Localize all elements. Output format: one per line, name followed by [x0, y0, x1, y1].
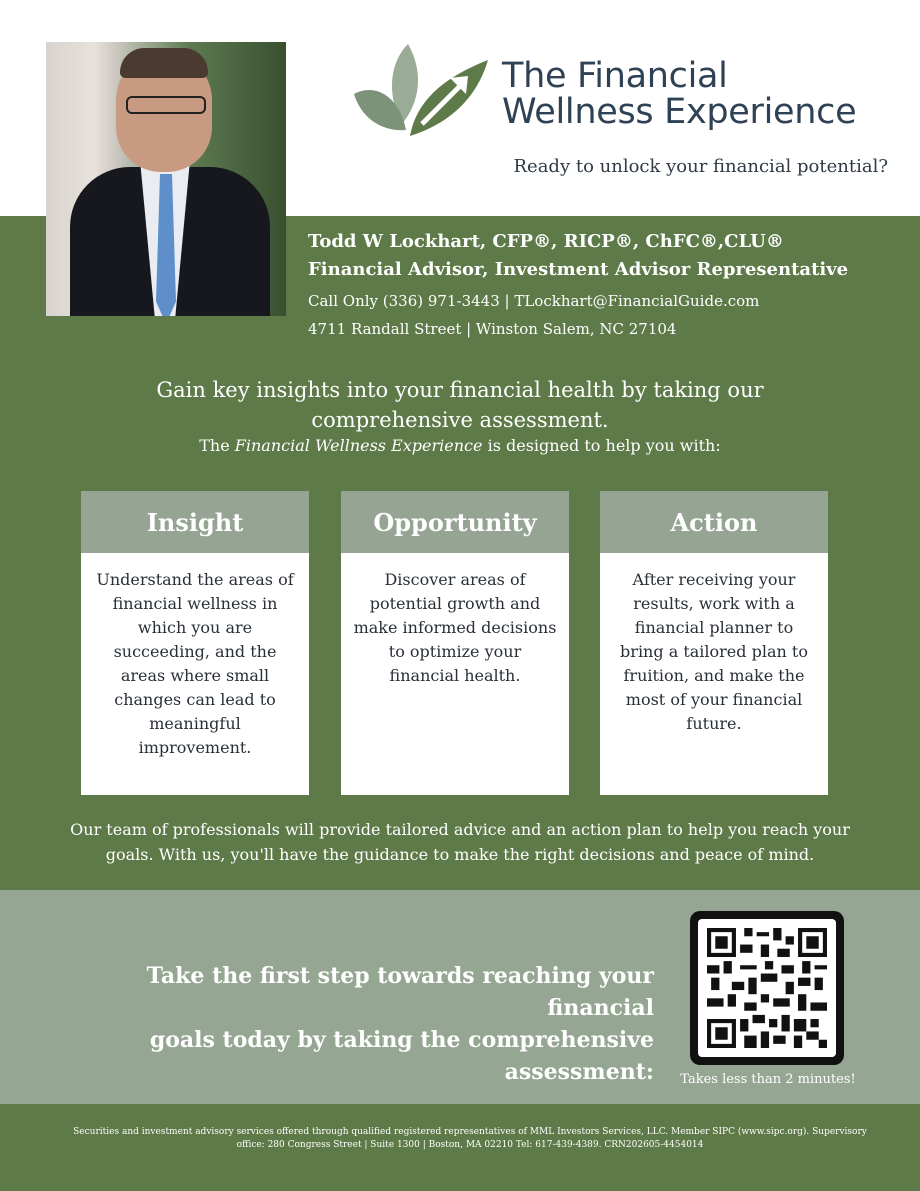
intro [0, 375, 920, 457]
card-body: Understand the areas of financial wellness in which you are succeeding, and the areas where small changes can lead to meaningful improvement. [96, 570, 294, 757]
advisor-address: 4711 Randall Street | Winston Salem, NC 27104 [308, 320, 677, 338]
advisor-info [308, 228, 848, 342]
brand-logo [350, 32, 890, 152]
card-body: After receiving your results, work with a financial planner to bring a tailored plan to fruition, and make the most of your financial future. [620, 570, 808, 733]
card-opportunity [341, 491, 569, 795]
cta-text: Take the first step towards reaching your financial goals today by taking the comprehensive assessment: [146, 963, 654, 1085]
qr-code[interactable] [690, 911, 844, 1065]
team-text: Our team of professionals will provide tailored advice and an action plan to help you reach your goals. With us, you'll have the guidance to make the right decisions and peace of mind. [70, 820, 850, 864]
intro-lead: Gain key insights into your financial health by taking our comprehensive assessment. [156, 378, 764, 432]
brand-title: The Financial Wellness Experience [502, 56, 857, 132]
card-action [600, 491, 828, 795]
intro-sub: The Financial Wellness Experience is designed to help you with: [199, 436, 721, 455]
card-title: Action [600, 491, 828, 553]
card-title: Opportunity [341, 491, 569, 553]
tagline: Ready to unlock your financial potential? [513, 156, 888, 177]
leaf-arrow-logo-icon [350, 32, 500, 147]
cta-section [0, 890, 920, 1104]
card-body: Discover areas of potential growth and make informed decisions to optimize your financial health. [353, 570, 557, 685]
qr-note: Takes less than 2 minutes! [680, 1072, 856, 1087]
advisor-name: Todd W Lockhart, CFP®, RICP®, ChFC®,CLU® [308, 231, 784, 252]
qr-code-icon [707, 928, 827, 1048]
card-title: Insight [81, 491, 309, 553]
disclaimer: Securities and investment advisory services offered through qualified registered representatives of MML Investors Services, LLC. Member SIPC (www.sipc.org). Supervisory office: 280 Congress Street | Suite 1300 | Boston, MA 02210 Tel: 617-439-4389. CRN202605-4454014 [73, 1127, 867, 1150]
card-insight [81, 491, 309, 795]
advisor-photo [46, 42, 286, 316]
footer [0, 1104, 920, 1191]
advisor-contact: Call Only (336) 971-3443 | TLockhart@FinancialGuide.com [308, 292, 760, 310]
advisor-role: Financial Advisor, Investment Advisor Representative [308, 259, 849, 280]
